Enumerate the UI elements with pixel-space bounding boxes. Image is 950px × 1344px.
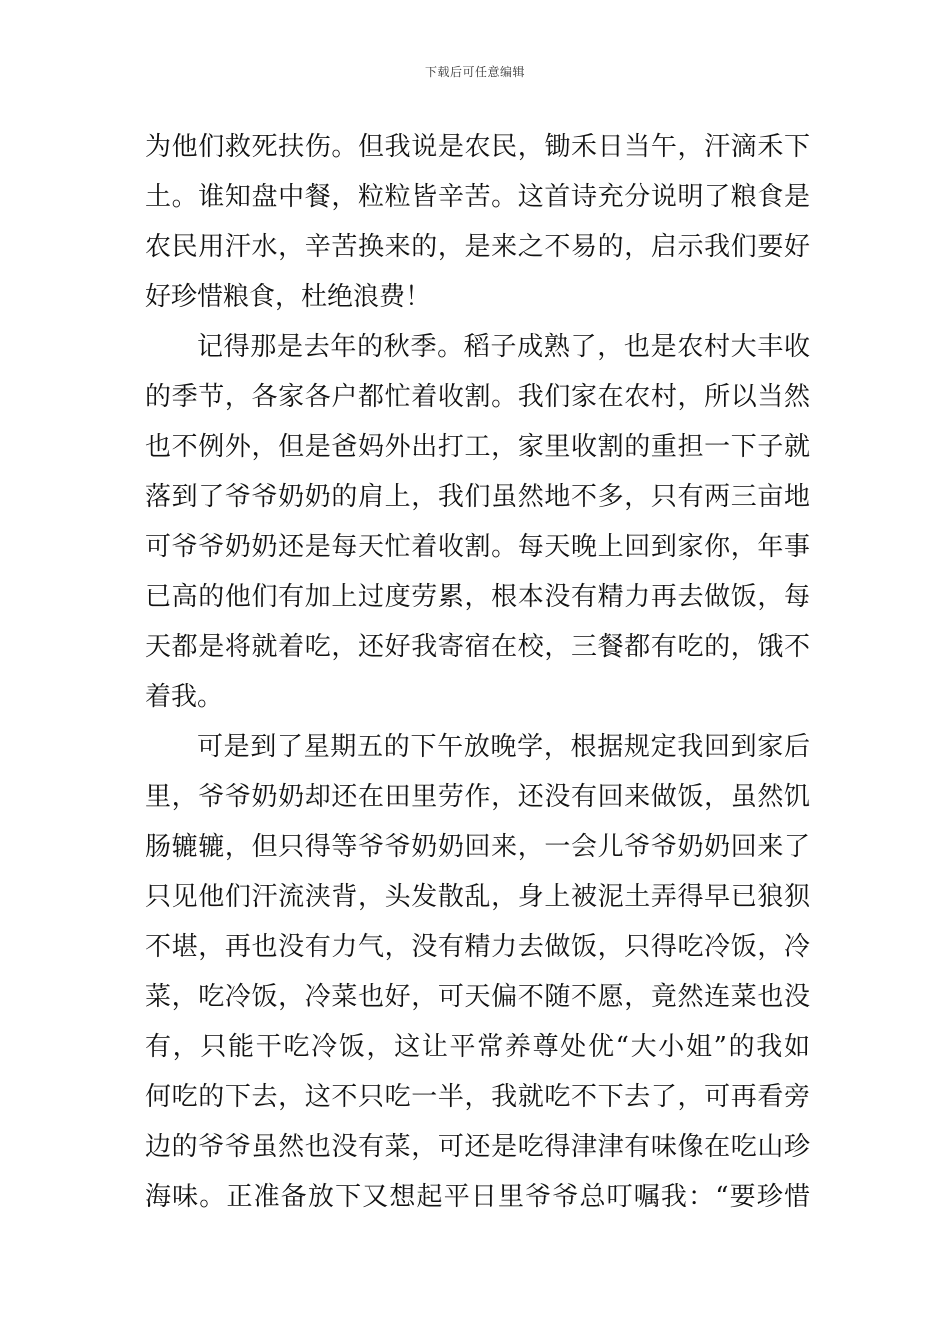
text-line: 只见他们汗流浃背，头发散乱，身上被泥土弄得早已狼狈: [145, 882, 810, 912]
text-line: 为他们救死扶伤。但我说是农民，锄禾日当午，汗滴禾下: [145, 132, 810, 162]
paragraph: [145, 722, 810, 1222]
document-body: [145, 122, 810, 1222]
text-line: 有，只能干吃冷饭，这让平常养尊处优“大小姐”的我如: [145, 1032, 810, 1062]
text-line: 农民用汗水，辛苦换来的，是来之不易的，启示我们要好: [145, 232, 810, 262]
paragraph: [145, 322, 810, 722]
text-line: 可爷爷奶奶还是每天忙着收割。每天晚上回到家你，年事: [145, 532, 810, 562]
text-line: 海味。正准备放下又想起平日里爷爷总叮嘱我：“要珍惜: [145, 1182, 810, 1212]
text-line: 落到了爷爷奶奶的肩上，我们虽然地不多，只有两三亩地: [145, 482, 810, 512]
text-line: 土。谁知盘中餐，粒粒皆辛苦。这首诗充分说明了粮食是: [145, 182, 810, 212]
text-line: 着我。: [145, 682, 224, 712]
text-line: 菜，吃冷饭，冷菜也好，可天偏不随不愿，竟然连菜也没: [145, 982, 810, 1012]
paragraph: [145, 122, 810, 322]
text-line: 也不例外，但是爸妈外出打工，家里收割的重担一下子就: [145, 432, 810, 462]
text-line: 已高的他们有加上过度劳累，根本没有精力再去做饭，每: [145, 582, 810, 612]
text-line: 可是到了星期五的下午放晚学，根据规定我回到家后: [197, 732, 810, 762]
text-line: 好珍惜粮食，杜绝浪费！: [145, 282, 432, 312]
text-line: 里，爷爷奶奶却还在田里劳作，还没有回来做饭，虽然饥: [145, 782, 810, 812]
text-line: 记得那是去年的秋季。稻子成熟了，也是农村大丰收: [197, 332, 810, 362]
text-line: 天都是将就着吃，还好我寄宿在校，三餐都有吃的，饿不: [145, 632, 810, 662]
page-header: 下载后可任意编辑: [424, 65, 525, 79]
text-line: 边的爷爷虽然也没有菜，可还是吃得津津有味像在吃山珍: [145, 1132, 810, 1162]
text-line: 肠辘辘，但只得等爷爷奶奶回来，一会儿爷爷奶奶回来了: [145, 832, 810, 862]
text-line: 何吃的下去，这不只吃一半，我就吃不下去了，可再看旁: [145, 1082, 810, 1112]
text-line: 的季节，各家各户都忙着收割。我们家在农村，所以当然: [145, 382, 810, 412]
text-line: 不堪，再也没有力气，没有精力去做饭，只得吃冷饭，冷: [145, 932, 810, 962]
